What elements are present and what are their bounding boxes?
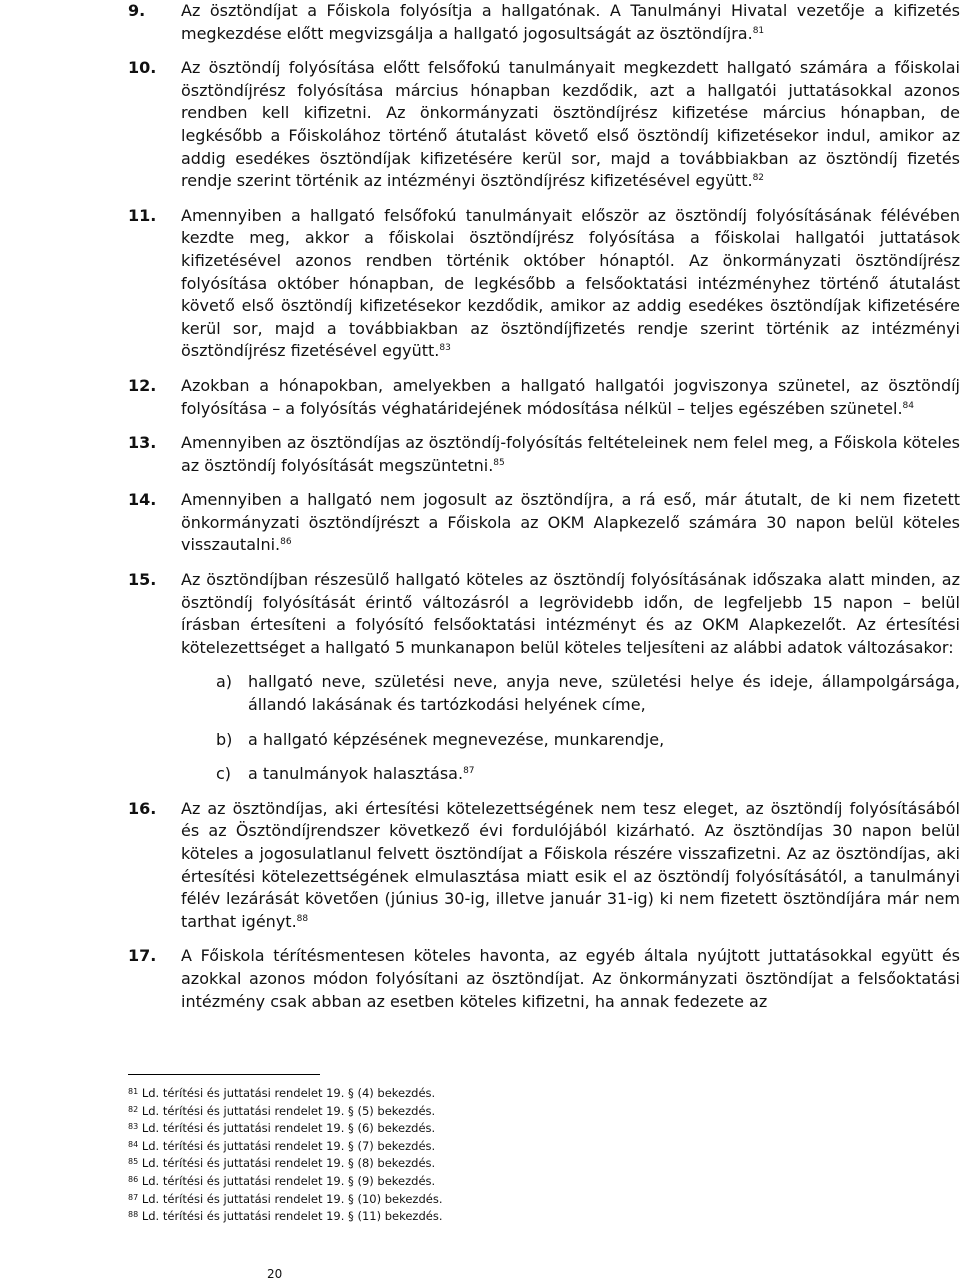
footnote-text: Ld. térítési és juttatási rendelet 19. § (11) bekezdés.: [141, 1209, 443, 1224]
provision-text: [181, 375, 960, 420]
footnote-number: 84: [128, 1139, 139, 1149]
provision-item: [128, 945, 960, 1013]
footnote-text: Ld. térítési és juttatási rendelet 19. § (4) bekezdés.: [141, 1086, 436, 1100]
provision-number: 11.: [128, 205, 157, 225]
footnote-reference: 88: [296, 913, 309, 924]
footnote-number: 83: [128, 1122, 139, 1132]
footnote-reference: 84: [902, 400, 914, 411]
provision-number: 10.: [128, 58, 157, 78]
provision-body: Az ösztöndíjban részesülő hallgató köteles az ösztöndíj folyósításának időszaka alatt minden, az ösztöndíj folyósítását érintő változásról a legrövidebb időn, de legfeljebb 15 napon – belül írásban értesíteni a folyósító felsőoktatási intézményt és az OKM Alapkezelőt. Az értesítési kötelezettséget a hallgató 5 munkanapon belül köteles teljesíteni az alábbi adatok változásakor:: [181, 570, 960, 657]
provision-item: [128, 375, 960, 420]
provision-body: A Főiskola térítésmentesen köteles havonta, az egyéb általa nyújtott juttatásokkal együtt és azokkal azonos módon folyósítani az ösztöndíjat. Az önkormányzati ösztöndíjat a felsőoktatási intézmény csak abban az esetben köteles kifizetni, ha annak fedezete az: [181, 946, 960, 1011]
sub-list-item: [216, 763, 960, 786]
provision-number: 13.: [128, 433, 157, 453]
provision-text: [181, 489, 960, 557]
footnote-reference: 87: [463, 766, 475, 777]
provision-number: 14.: [128, 490, 157, 510]
provision-item: [128, 798, 960, 934]
footnote: [128, 1155, 828, 1173]
footnote: [128, 1138, 828, 1156]
provision-number: 17.: [128, 946, 157, 966]
provision-body: Azokban a hónapokban, amelyekben a hallgató hallgatói jogviszonya szünetel, az ösztöndíj folyósítása – a folyósítás véghatáridejének módosítása nélkül – teljes egészében szünetel.: [181, 375, 960, 418]
footnote-text: Ld. térítési és juttatási rendelet 19. § (10) bekezdés.: [141, 1191, 443, 1206]
footnote-number: 87: [128, 1192, 139, 1202]
footnote-number: 82: [128, 1104, 139, 1114]
footnote-reference: 86: [280, 537, 292, 548]
sub-list-label: c): [216, 764, 232, 784]
provision-number: 9.: [128, 1, 146, 20]
provision-item: [128, 0, 960, 45]
footnote-text: Ld. térítési és juttatási rendelet 19. § (8) bekezdés.: [141, 1156, 436, 1171]
sub-list-item: [216, 729, 960, 752]
sub-list-text: hallgató neve, születési neve, anyja neve, születési helye és ideje, állampolgársága, állandó lakásának és tartózkodási helyének címe,: [248, 672, 960, 715]
provision-body: Az ösztöndíjat a Főiskola folyósítja a hallgatónak. A Tanulmányi Hivatal vezetője a kifizetés megkezdése előtt megvizsgálja a hallgató jogosultságát az ösztöndíjra.: [181, 1, 960, 43]
footnotes: [128, 1085, 828, 1226]
provision-text: [181, 945, 960, 1013]
footnote: [128, 1085, 828, 1103]
footnote-text: Ld. térítési és juttatási rendelet 19. § (5) bekezdés.: [141, 1103, 436, 1118]
provision-item: [128, 205, 960, 363]
footnote-number: 85: [128, 1157, 139, 1167]
provision-text: [181, 205, 960, 363]
provision-text: [181, 0, 960, 45]
footnote-number: 88: [128, 1210, 139, 1220]
footnote-reference: 81: [752, 25, 765, 36]
provision-text: [181, 569, 960, 659]
sub-list-item: [216, 671, 960, 716]
sub-list-label: b): [216, 729, 233, 749]
footnote: [128, 1103, 828, 1121]
footnote: [128, 1120, 828, 1138]
provision-body: Amennyiben a hallgató felsőfokú tanulmányait először az ösztöndíj folyósításának félévében kezdte meg, akkor a főiskolai ösztöndíjrész folyósítása a főiskolai hallgatói juttatások kifizetésével azonos rendben történik október hónaptól. Az önkormányzati ösztöndíjrész folyósítása október hónapban, de legkésőbb a felsőoktatási intézményhez történő átutalást követő első ösztöndíj kifizetésekor kezdődik, amikor az addig esedékes ösztöndíjak kifizetésére kerül sor, majd a továbbiakban az ösztöndíjfizetés rendje szerint történik az intézményi ösztöndíjrész fizetésével együtt.: [181, 205, 960, 361]
provision-text: [181, 798, 960, 934]
footnote: [128, 1208, 828, 1226]
provision-number: 12.: [128, 375, 157, 395]
sub-list-label: a): [216, 672, 233, 692]
provision-body: Amennyiben a hallgató nem jogosult az ösztöndíjra, a rá eső, már átutalt, de ki nem fizetett önkormányzati ösztöndíjrészt a Főiskola az OKM Alapkezelő számára 30 napon belül köteles visszautalni.: [181, 490, 960, 555]
footnote-reference: 82: [752, 173, 765, 184]
numbered-provisions: [128, 0, 960, 1025]
footnote-number: 86: [128, 1174, 139, 1184]
footnote: [128, 1173, 828, 1191]
sub-list-text: a hallgató képzésének megnevezése, munkarendje,: [248, 729, 665, 749]
footnote-text: Ld. térítési és juttatási rendelet 19. § (7) bekezdés.: [141, 1138, 436, 1153]
provision-item: [128, 57, 960, 193]
provision-item: [128, 432, 960, 477]
footnote-reference: 85: [493, 457, 505, 468]
sub-list: [216, 671, 960, 785]
footnote-text: Ld. térítési és juttatási rendelet 19. § (9) bekezdés.: [141, 1173, 436, 1188]
provision-body: Amennyiben az ösztöndíjas az ösztöndíj-folyósítás feltételeinek nem felel meg, a Főiskola köteles az ösztöndíj folyósítását megszüntetni.: [181, 433, 960, 475]
footnote-number: 81: [128, 1087, 139, 1096]
provision-text: [181, 432, 960, 477]
footnote-text: Ld. térítési és juttatási rendelet 19. § (6) bekezdés.: [141, 1121, 436, 1136]
provision-body: Az ösztöndíj folyósítása előtt felsőfokú tanulmányait megkezdett hallgató számára a főiskolai ösztöndíjrész folyósítása március hónapban kezdődik, azt a hallgatói juttatásokkal azonos rendben kell kifizetni. Az önkormányzati ösztöndíjrész kifizetése március hónapban, de legkésőbb a Főiskolához történő átutalást követő első ösztöndíj kifizetésekor indul, amikor az addig esedékes ösztöndíjak kifizetésére kerül sor, majd a továbbiakban az ösztöndíj fizetés rendje szerint történik az intézményi ösztöndíjrész kifizetésével együtt.: [181, 58, 960, 191]
sub-list-text: a tanulmányok halasztása.: [248, 764, 464, 784]
provision-number: 15.: [128, 570, 157, 590]
provision-body: Az az ösztöndíjas, aki értesítési kötelezettségének nem tesz eleget, az ösztöndíj folyósításából és az Ösztöndíjrendszer következő évi fordulójából kizárható. Az ösztöndíjas 30 napon belül köteles a jogosulatlanul felvett ösztöndíjat a Főiskola részére visszafizetni. Az az ösztöndíjas, aki értesítési kötelezettségének elmulasztása miatt esik el az ösztöndíj folyósításától, a tanulmányi félév lezárását követően (június 30-ig, illetve január 31-ig) ki nem fizetett ösztöndíjára már nem tarthat igényt.: [181, 798, 960, 931]
provision-item: [128, 489, 960, 557]
provision-text: [181, 57, 960, 193]
provision-item: [128, 569, 960, 786]
footnote: [128, 1191, 828, 1209]
footnote-reference: 83: [439, 343, 451, 354]
provision-number: 16.: [128, 798, 157, 818]
footnote-separator: [128, 1074, 320, 1075]
page-number: 20: [267, 1267, 283, 1281]
